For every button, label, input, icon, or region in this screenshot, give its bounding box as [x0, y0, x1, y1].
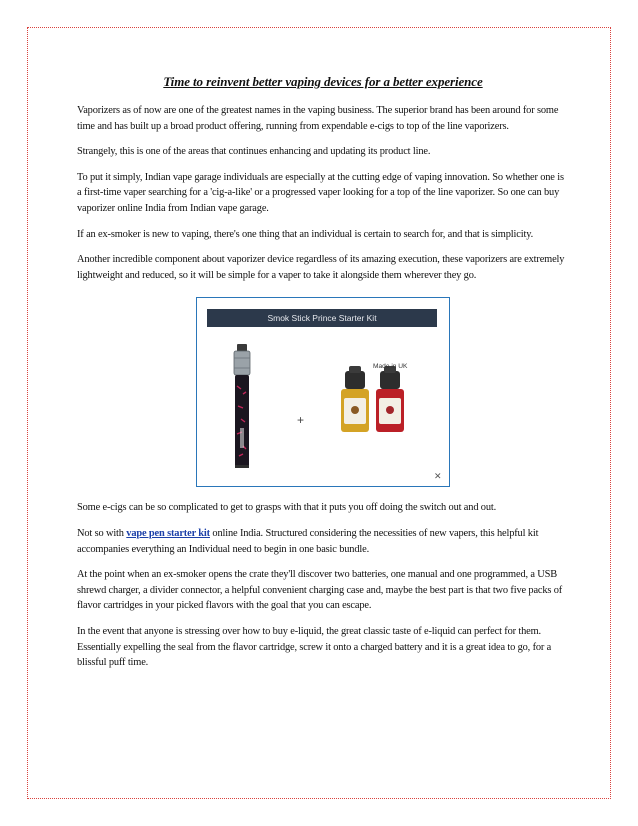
paragraph-indian-vape-garage: To put it simply, Indian vape garage individuals are especially at the cutting edge of vaping innovation. So whether one is a first-time vaper searching for a 'cig-a-like' or a progressed vaper looking for a top of the line vaporizer. So one can buy vaporizer online India from Indian vape garage.	[77, 171, 564, 214]
paragraph-starter-kit-lead: Not so with	[77, 527, 127, 539]
paragraph-e-liquid: In the event that anyone is stressing over how to buy e-liquid, the great classic taste of e-liquid can perfect for them. Essentially expelling the seal from the flavor cartridge, screw it onto a charged battery and it is a great idea to go, for a blissful puff time.	[77, 625, 552, 669]
paragraph-crate-contents: At the point when an ex-smoker opens the crate they'll discover two batteries, one manual and one programmed, a USB shrewd charger, a divider connector, a helpful convenient charging case and, maybe the best part is that two five packs of flavor cartridges in your picked flavors with the goal that you can escape.	[77, 569, 563, 612]
e-liquid-bottle-yellow-icon	[341, 366, 369, 432]
paragraph-starter-kit-rest: online India. Structured considering the necessities of new vapers, this helpful kit accompanies everything an Individual need to begin in one basic bundle.	[77, 527, 539, 555]
paragraph-complicated: Some e-cigs can be so complicated to get to grasps with that it puts you off doing the switch out and out.	[77, 502, 497, 514]
vape-pen-icon	[234, 344, 250, 468]
figure-wrapper	[77, 297, 569, 487]
e-liquid-bottle-red-icon	[376, 366, 404, 432]
paragraph-starter-kit	[77, 526, 569, 557]
article-title: Time to reinvent better vaping devices for a better experience	[163, 74, 483, 89]
plus-sign: +	[297, 413, 305, 428]
paragraph-product-line: Strangely, this is one of the areas that continues enhancing and updating its product line.	[77, 146, 431, 158]
product-banner: Smok Stick Prince Starter Kit	[207, 309, 437, 327]
article	[77, 74, 569, 681]
product-image	[196, 297, 450, 487]
made-in-label: Made in UK	[373, 363, 408, 371]
watermark-icon: ✕	[434, 471, 442, 482]
vape-pen-starter-kit-link[interactable]: vape pen starter kit	[126, 527, 210, 539]
paragraph-simplicity: If an ex-smoker is new to vaping, there's one thing that an individual is certain to search for, and that is simplicity.	[77, 228, 534, 240]
paragraph-lightweight: Another incredible component about vaporizer device regardless of its amazing execution, these vaporizers are extremely lightweight and reduced, so it will be simple for a vaper to take it alongside them wherever they go.	[77, 254, 565, 281]
paragraph-intro: Vaporizers as of now are one of the greatest names in the vaping business. The superior brand has been around for some time and has built up a broad product offering, running from expendable e-cigs to top of the line vaporizers.	[77, 105, 559, 132]
